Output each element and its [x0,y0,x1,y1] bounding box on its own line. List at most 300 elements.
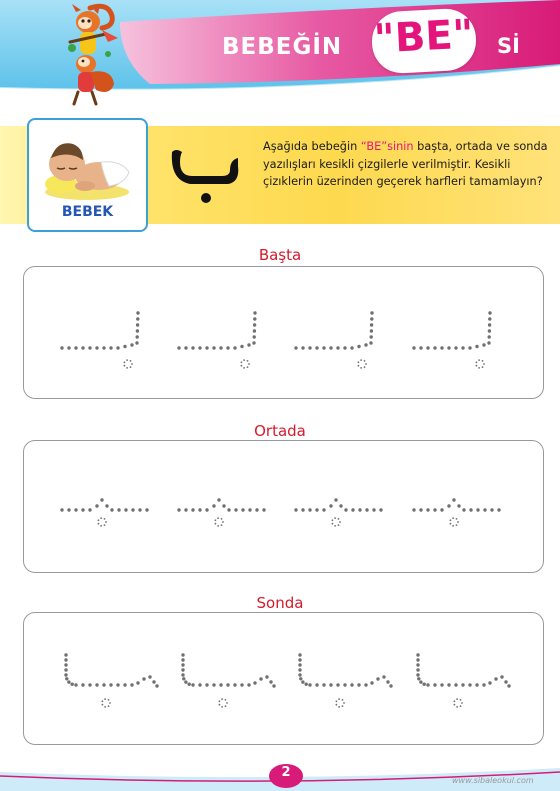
tracing-dot [98,519,100,521]
tracing-dots-sonda[interactable] [24,613,543,744]
tracing-dot [108,699,110,701]
tracing-dot [226,702,228,704]
tracing-dot [460,699,462,701]
tracing-dot [225,705,227,707]
tracing-dot [217,525,219,527]
tracing-dot [419,508,422,511]
tracing-dot [456,706,458,708]
tracing-dot [67,346,70,349]
tracing-dot [454,346,457,349]
tracing-dot [440,683,443,686]
tracing-dot [315,508,318,511]
tracing-dot [88,346,91,349]
tracing-dot [322,508,325,511]
tracing-dot [476,365,478,367]
tracing-dot [88,508,91,511]
tracing-dot [416,663,419,666]
tracing-dot [454,700,456,702]
tracing-dot [177,346,180,349]
tracing-dot [109,346,112,349]
tracing-dot [152,680,155,683]
tracing-dot [370,681,373,684]
tracing-dot [241,508,244,511]
tracing-dot [126,359,128,361]
tracing-dot [482,366,484,368]
tracing-dot [102,683,105,686]
tracing-dot [370,311,373,314]
tracing-dot [212,683,215,686]
tracing-dot [221,698,223,700]
tracing-dot [130,366,132,368]
tracing-dot [468,683,471,686]
tracing-dots-basta[interactable] [24,267,543,398]
tracing-dot [181,663,184,666]
tracing-dot [336,700,338,702]
tracing-dot [488,323,491,326]
tracing-dot [108,705,110,707]
tracing-dot [252,341,255,344]
tracing-dot [191,508,194,511]
tracing-dot [461,702,463,704]
tracing-dot [191,683,194,686]
tracing-dot [426,346,429,349]
tracing-dot [221,706,223,708]
tracing-dot [88,683,91,686]
tracing-dot [130,343,133,346]
tracing-dot [138,508,141,511]
tracing-dot [450,519,452,521]
tracing-dot [358,361,360,363]
tracing-dot [67,680,70,683]
tracing-dot [123,683,126,686]
tracing-dot [488,317,491,320]
tracing-dot [131,508,134,511]
tracing-dot [350,683,353,686]
tracing-dot [482,343,485,346]
tracing-dot [370,335,373,338]
tracing-dot [253,329,256,332]
tracing-dot [272,684,275,687]
tracing-dot [124,361,126,363]
tracing-dot [342,699,344,701]
tracing-dot [81,508,84,511]
tracing-dot [104,524,106,526]
tracing-dot [423,683,426,686]
tracing-dot [454,704,456,706]
tracing-dot [315,346,318,349]
tracing-dot [64,653,67,656]
tracing-dot [305,683,308,686]
tracing-dot [71,683,74,686]
tracing-dot [419,680,422,683]
tracing-dot [136,681,139,684]
tracing-dot [478,359,480,361]
tracing-dot [452,525,454,527]
tracing-dot [110,508,113,511]
tracing-dot [74,346,77,349]
tracing-dot [497,508,500,511]
tracing-dot [74,683,77,686]
tracing-dot [343,702,345,704]
tracing-dot [243,359,245,361]
tracing-dot [389,684,392,687]
tracing-dot [222,504,225,507]
tracing-dot [269,680,272,683]
picture-label-text: BEBEK [61,204,114,220]
tracing-dot [219,700,221,702]
tracing-dot [358,365,360,367]
arabic-letter-be [168,130,244,210]
tracing-dot [475,683,478,686]
tracing-dot [64,673,67,676]
tracing-dot [294,346,297,349]
tracing-dot [334,517,336,519]
tracing-dot [490,508,493,511]
tracing-dot [322,683,325,686]
tracing-dot [247,683,250,686]
tracing-dot [95,683,98,686]
tracing-dot [412,346,415,349]
tracing-dot [255,508,258,511]
tracing-dot [253,323,256,326]
tracing-dot [222,521,224,523]
tracing-dot [60,346,63,349]
tracing-dot [440,346,443,349]
tracing-dot [365,508,368,511]
tracing-dot [365,363,367,365]
tracing-dot [299,677,302,680]
instruction-highlight: “BE”sinin [360,140,414,153]
tracing-dot [338,706,340,708]
tracing-dot [64,663,67,666]
section-title-ortada: Ortada [254,422,306,440]
tracing-dot [212,504,215,507]
tracing-dot [364,683,367,686]
tracing-dot [105,504,108,507]
tracing-dot [64,658,67,661]
tracing-dot [339,504,342,507]
tracing-dot [301,508,304,511]
tracing-dot [351,508,354,511]
tracing-dot [419,346,422,349]
tracing-dot [338,524,340,526]
tracing-dot [105,521,107,523]
tracing-dot [181,668,184,671]
website-link[interactable]: www.sibaleokul.com [452,776,534,785]
page-number: 2 [281,765,291,780]
tracing-dot [364,366,366,368]
tracing-dot [334,498,337,501]
tracing-dot [456,524,458,526]
tracing-dot [456,518,458,520]
tracing-dot [253,681,256,684]
tracing-dot [95,346,98,349]
tracing-dot [221,524,223,526]
baby-picture-card [27,118,148,232]
tracing-dot [100,517,102,519]
tracing-dot [447,346,450,349]
tracing-dot [301,680,304,683]
tracing-dot [104,698,106,700]
tracing-dot [60,508,63,511]
tracing-dot [262,508,265,511]
tracing-dot [344,508,347,511]
tracing-dot [182,677,185,680]
tracing-dot [357,345,360,348]
tracing-dot [181,658,184,661]
tracing-dot [116,683,119,686]
tracing-dot [188,683,191,686]
tracing-dot [504,680,507,683]
tracing-dot [482,360,484,362]
tracing-dot [259,677,262,680]
tracing-dot [215,519,217,521]
tracing-dot [248,363,250,365]
header-suffix: Sİ [497,34,520,58]
tracing-dot [212,346,215,349]
tracing-dot [447,504,450,507]
tracing-dot [181,673,184,676]
tracing-dot [64,668,67,671]
tracing-dot [130,360,132,362]
tracing-dot [104,518,106,520]
tracing-dot [136,317,139,320]
tracing-dot [343,683,346,686]
tracing-dot [478,367,480,369]
instruction-text [263,138,553,191]
tracing-dot [301,346,304,349]
tracing-dot [136,329,139,332]
tracing-dot [136,311,139,314]
tracing-dot [482,683,485,686]
section-title-basta: Başta [258,246,302,264]
tracing-dot [417,677,420,680]
tracing-dot [412,508,415,511]
tracing-dot [507,684,510,687]
tracing-dot [243,367,245,369]
tracing-dot [126,367,128,369]
tracing-dot [100,525,102,527]
tracing-dot [253,335,256,338]
tracing-dots-ortada[interactable] [24,441,543,572]
tracing-dot [433,683,436,686]
tracing-dot [372,508,375,511]
tracing-dot [123,345,126,348]
tracing-dot [219,683,222,686]
tracing-dot [433,508,436,511]
tracing-dot [308,683,311,686]
tracing-dot [247,366,249,368]
tracing-dot [247,360,249,362]
tracing-dot [221,518,223,520]
tracing-dot [198,346,201,349]
tracing-dot [343,346,346,349]
tracing-dot [109,683,112,686]
tracing-dot [116,346,119,349]
tracing-dot [81,346,84,349]
tracing-dot [460,705,462,707]
tracing-dot [298,673,301,676]
tracing-dot [447,683,450,686]
tracing-dot [475,345,478,348]
tracing-dot [382,675,385,678]
tracing-dot [145,508,148,511]
tracing-dot [358,508,361,511]
instruction-part1: Aşağıda bebeğin [263,140,361,153]
tracing-dot [360,359,362,361]
tracing-dot [104,706,106,708]
tracing-dot [426,508,429,511]
tracing-dot [338,518,340,520]
tracing-dot [233,683,236,686]
tracing-dot [205,346,208,349]
tracing-dot [205,508,208,511]
tracing-dot [476,361,478,363]
tracing-dot [67,508,70,511]
tracing-dot [488,681,491,684]
tracing-dot [454,683,457,686]
tracing-dot [332,519,334,521]
tracing-dot [248,508,251,511]
sleeping-baby-icon [39,126,135,202]
tracing-dot [487,341,490,344]
tracing-dot [184,680,187,683]
tracing-dot [329,683,332,686]
tracing-dot [117,508,120,511]
tracing-dot [226,346,229,349]
tracing-dot [369,341,372,344]
tracing-dot [332,523,334,525]
tracing-dot [379,508,382,511]
tracing-dot [74,508,77,511]
tracing-dot [65,677,68,680]
tracing-dot [131,363,133,365]
tracing-dot [488,329,491,332]
tracing-dot [181,653,184,656]
tracing-dot [253,311,256,314]
tracing-dot [468,346,471,349]
tracing-dot [142,677,145,680]
tracing-dot [360,367,362,369]
tracing-dot [217,498,220,501]
tracing-dot [102,346,105,349]
tracing-dot [452,498,455,501]
tracing-box-sonda[interactable] [23,612,544,745]
tracing-dot [226,683,229,686]
tracing-dot [488,335,491,338]
tracing-dot [100,498,103,501]
tracing-dot [350,346,353,349]
tracing-dot [461,683,464,686]
tracing-dot [336,683,339,686]
tracing-dot [336,346,339,349]
tracing-dot [357,683,360,686]
tracing-dot [298,653,301,656]
tracing-dot [136,323,139,326]
tracing-dot [219,346,222,349]
tracing-dot [370,329,373,332]
tracing-dot [247,343,250,346]
tracing-dot [177,508,180,511]
tracing-dot [184,508,187,511]
tracing-dot [483,363,485,365]
tracing-dot [294,508,297,511]
tracing-dot [329,346,332,349]
tracing-dot [488,311,491,314]
tracing-dot [416,668,419,671]
tracing-dot [416,673,419,676]
tracing-box-ortada[interactable] [23,440,544,573]
tracing-dot [483,508,486,511]
tracing-dot [416,658,419,661]
tracing-dot [416,653,419,656]
section-title-sonda: Sonda [256,594,304,612]
tracing-dot [130,683,133,686]
tracing-dot [124,508,127,511]
tracing-dot [81,683,84,686]
tracing-dot [191,346,194,349]
tracing-dot [109,702,111,704]
tracing-dot [433,346,436,349]
page-header [0,0,560,110]
tracing-dot [450,523,452,525]
tracing-dot [135,341,138,344]
picture-label [29,204,146,220]
tracing-dot [452,517,454,519]
be-badge [370,7,477,74]
tracing-dot [386,680,389,683]
tracing-dot [456,698,458,700]
tracing-dot [184,346,187,349]
tracing-dot [253,317,256,320]
tracing-dot [233,346,236,349]
tracing-dot [339,521,341,523]
tracing-dot [198,508,201,511]
tracing-dot [298,668,301,671]
tracing-dot [370,317,373,320]
instruction-part2: başta, ortada ve sonda yazılışları kesikli çizgilerle verilmiştir. Kesikli çizıklerin üzerinden geçerek harfleri tamamlayın? [263,140,548,188]
tracing-dot [494,677,497,680]
tracing-dot [338,698,340,700]
tracing-dot [364,360,366,362]
tracing-dot [124,365,126,367]
tracing-dot [102,700,104,702]
tracing-dot [227,508,230,511]
squirrel-mascot-icon [50,2,130,108]
tracing-dot [376,677,379,680]
tracing-dot [457,504,460,507]
tracing-dot [102,704,104,706]
tracing-dot [298,663,301,666]
tracing-dot [95,504,98,507]
tracing-dot [476,508,479,511]
tracing-dot [198,683,201,686]
tracing-box-basta[interactable] [23,266,544,399]
tracing-dot [440,508,443,511]
tracing-dot [426,683,429,686]
tracing-dot [308,346,311,349]
tracing-dot [500,675,503,678]
tracing-dot [234,508,237,511]
tracing-dot [364,343,367,346]
tracing-dot [241,361,243,363]
header-title: BEBEĞİN [222,34,343,60]
tracing-dot [469,508,472,511]
tracing-dot [219,704,221,706]
tracing-dot [98,523,100,525]
tracing-dot [336,704,338,706]
be-title: "BE" [372,11,475,63]
